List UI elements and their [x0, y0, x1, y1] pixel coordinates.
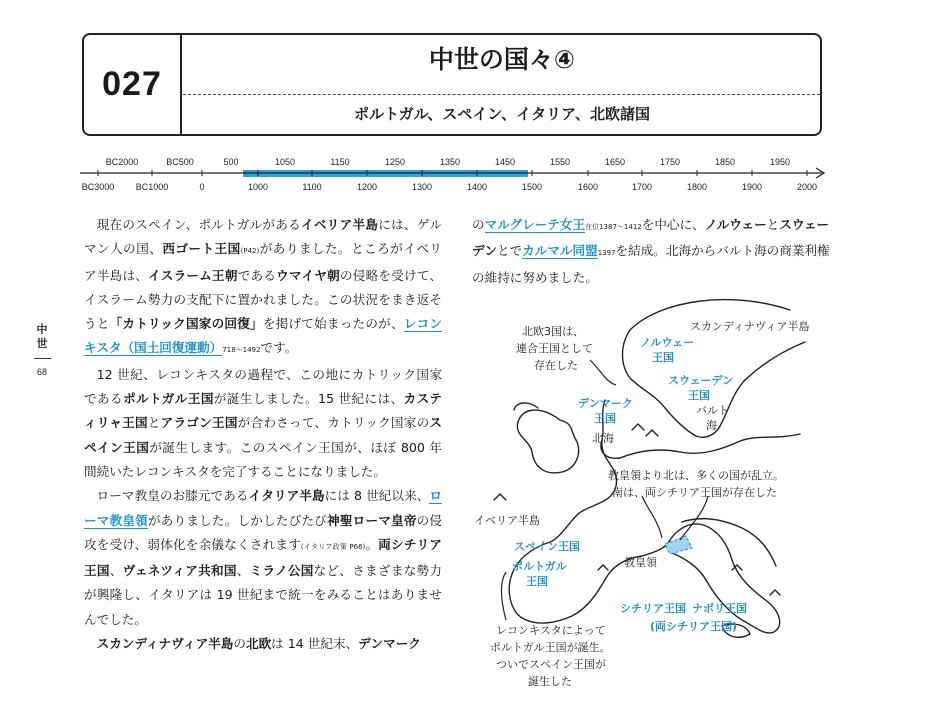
- wave-mark: [732, 565, 742, 570]
- baltic-label: バルト: [696, 404, 729, 417]
- timeline-top-label: 1550: [549, 157, 571, 167]
- sweden-label: 王国: [688, 389, 710, 402]
- reconquista-note-line: 誕生した: [528, 675, 572, 688]
- timeline-top-label: 1950: [769, 157, 791, 167]
- baltic-label: 海: [706, 419, 717, 432]
- italy-note-line: 教皇領より北は、多くの国が乱立。: [608, 469, 784, 482]
- pointer-line: [590, 360, 616, 385]
- scandinavia-label: スカンディナヴィア半島: [690, 320, 810, 333]
- page-number: 68: [36, 367, 47, 377]
- keyword: 「カトリック国家の回復」: [109, 316, 263, 332]
- timeline-top-label: BC500: [166, 157, 194, 167]
- timeline-top-label: BC2000: [105, 157, 139, 167]
- baltic-coastline: [620, 434, 800, 458]
- timeline-bottom-label: 0: [199, 182, 205, 192]
- text: です。: [260, 340, 298, 356]
- reference-note: (イタリア政策 P66): [300, 542, 366, 551]
- reconquista-note-line: ついでスペイン王国が: [496, 658, 606, 671]
- keyword: イタリア半島: [248, 488, 325, 504]
- text: が合わさって、カトリック国家の: [237, 415, 430, 431]
- portugal-label: 王国: [526, 575, 548, 588]
- text: の侵略を受けて、イスラーム勢力の支配下に置かれました。この状況をまき返そうと: [84, 267, 443, 332]
- keyword: 北欧: [245, 636, 272, 652]
- paragraph: [84, 213, 442, 363]
- timeline-top-label: 1350: [439, 157, 461, 167]
- text: の: [233, 636, 246, 652]
- text: 。: [365, 536, 379, 552]
- text: を中心に、: [641, 217, 705, 232]
- text: が誕生しました。15 世紀には、: [213, 391, 404, 407]
- sidebar-chapter: [32, 323, 52, 351]
- wave-mark: [632, 424, 658, 436]
- keyword: スウェーデン: [472, 217, 830, 259]
- page-title: 中世の国々④: [428, 45, 576, 74]
- timeline-bottom-label: 1300: [411, 182, 433, 192]
- denmark-label: 王国: [594, 412, 616, 425]
- timeline-top-label: 1650: [604, 157, 626, 167]
- timeline-top-label: 1250: [384, 157, 406, 167]
- date-note: 在位1387〜1412: [585, 223, 642, 231]
- reconquista-note-line: レコンキスタによって: [496, 624, 606, 637]
- keyword: 神聖ローマ皇帝: [327, 512, 417, 528]
- timeline-bottom-label: 1000: [247, 182, 269, 192]
- portugal-label: ポルトガル: [512, 560, 567, 573]
- text: と: [766, 217, 780, 232]
- highlight-keyword: マルグレーテ女王: [484, 217, 586, 232]
- body-text: [84, 213, 442, 656]
- timeline-bottom-label: 1600: [577, 182, 599, 192]
- norway-label: ノルウェー: [640, 336, 695, 349]
- spain-label: スペイン王国: [514, 540, 580, 553]
- timeline-bottom-label: 1700: [631, 182, 653, 192]
- highlight-keyword: レコンキスタ（国土回復運動）: [84, 316, 443, 356]
- keyword: デンマーク: [358, 636, 421, 652]
- italy-note-line: 南は、両シチリア王国が存在した: [612, 486, 777, 499]
- text: とで: [496, 243, 523, 259]
- sicily-label: シチリア王国: [620, 602, 686, 615]
- text: など、さまざまな勢力が興隆し、イタリアは 19 世紀まで統一をみることはありませんでした。: [84, 563, 443, 627]
- text: 、: [236, 563, 250, 579]
- timeline-top-label: 1850: [714, 157, 736, 167]
- wave-mark: [598, 565, 608, 570]
- timeline: [80, 150, 830, 200]
- timeline-top-label: 1750: [659, 157, 681, 167]
- page-subtitle: ポルトガル、スペイン、イタリア、北欧諸国: [354, 105, 650, 123]
- balkan-coastline: [682, 519, 776, 566]
- wave-mark: [770, 590, 780, 595]
- keyword: 西ゴート王国: [162, 241, 241, 257]
- timeline-bottom-label: 1400: [466, 182, 488, 192]
- keyword: ミラノ公国: [249, 563, 314, 579]
- date-note: 1397: [597, 249, 616, 258]
- sidebar-chapter-char: 中: [36, 323, 48, 336]
- british-isles: [517, 410, 578, 473]
- keyword: 両シチリア王国: [84, 536, 442, 579]
- timeline-bottom-label: 1200: [356, 182, 378, 192]
- iberia-label: イベリア半島: [474, 514, 540, 527]
- text: を結成。北海からバルト海の商業利権の維持に努めました。: [472, 243, 830, 285]
- text: 12 世紀、レコンキスタの過程で、この地にカトリック国家である: [84, 366, 442, 407]
- pointer-line: [501, 572, 506, 620]
- text: ローマ教皇のお膝元である: [96, 488, 249, 504]
- norway-label: 王国: [652, 351, 674, 364]
- keyword: ポルトガル王国: [123, 391, 214, 407]
- text: が誕生します。このスペイン王国が、ほぼ 800 年間続いたレコンキスタを完了することになりました。: [84, 439, 443, 479]
- text: と: [147, 415, 161, 431]
- paragraph: [84, 484, 442, 632]
- keyword: カスティリャ王国: [84, 391, 443, 431]
- timeline-top-label: 1450: [494, 157, 516, 167]
- highlight-keyword: ローマ教皇領: [84, 488, 443, 528]
- north-note-line: 連合王国として: [516, 342, 593, 355]
- title-rule: [183, 94, 820, 95]
- timeline-bottom-label: 2000: [796, 182, 818, 192]
- timeline-bottom-label: 1800: [686, 182, 708, 192]
- keyword: イベリア半島: [301, 217, 379, 232]
- north-note-line: 北欧3国は、: [522, 325, 584, 338]
- text: を掲げて始まったのが、: [262, 316, 404, 332]
- north-sea-label: 北海: [592, 432, 614, 445]
- body-text-continued: [472, 213, 832, 290]
- paragraph: [84, 632, 442, 656]
- naples-label: ナポリ王国: [692, 602, 747, 615]
- wave-mark: [494, 494, 506, 500]
- timeline-bottom-label: 1100: [302, 182, 322, 192]
- timeline-bottom-label: BC3000: [81, 182, 115, 192]
- north-note-line: 存在した: [534, 359, 578, 372]
- denmark-label: デンマーク: [578, 397, 633, 410]
- ireland: [514, 403, 538, 410]
- chapter-number: 027: [102, 65, 162, 103]
- timeline-top-label: 1150: [330, 157, 350, 167]
- text: の侵攻を受け、弱体化を余儀なくされます: [84, 512, 443, 552]
- reconquista-note-line: ポルトガル王国が誕生。: [490, 641, 611, 654]
- reference-note: (P42): [240, 247, 260, 256]
- two-sicilies-label: (両シチリア王国): [650, 620, 738, 633]
- keyword: アラゴン王国: [160, 415, 238, 431]
- text: には、ゲルマン人の国、: [84, 217, 442, 257]
- text: には 8 世紀以来、: [324, 488, 430, 504]
- keyword: ウマイヤ朝: [276, 267, 340, 283]
- europe-map: [470, 290, 830, 720]
- papal-states-label: 教皇領: [624, 556, 657, 569]
- timeline-top-label: 1050: [274, 157, 296, 167]
- timeline-bottom-label: 1900: [741, 182, 763, 192]
- keyword: スペイン王国: [84, 415, 443, 455]
- keyword: イスラーム王朝: [148, 267, 238, 283]
- text: がありました。ところがイベリア半島は、: [84, 241, 443, 283]
- text: 、: [109, 563, 123, 579]
- text: がありました。しかしたびたび: [147, 512, 328, 528]
- timeline-top-label: 500: [223, 157, 239, 167]
- sidebar-rule: [34, 358, 51, 359]
- pointer-line: [642, 496, 662, 538]
- keyword: スカンディナヴィア半島: [96, 636, 234, 652]
- date-note: 718〜1492: [222, 346, 261, 355]
- text: の: [472, 217, 485, 232]
- sidebar-chapter-char: 世: [36, 337, 48, 350]
- paragraph: [84, 363, 442, 484]
- sweden-label: スウェーデン: [668, 374, 734, 387]
- papal-states-highlight: [665, 536, 692, 554]
- keyword: ヴェネツィア共和国: [122, 563, 237, 579]
- text: である: [237, 267, 277, 283]
- text: は 14 世紀末、: [271, 636, 359, 652]
- timeline-bottom-label: BC1000: [135, 182, 169, 192]
- highlight-keyword: カルマル同盟: [522, 243, 598, 259]
- timeline-bottom-label: 1500: [521, 182, 543, 192]
- text: 現在のスペイン、ポルトガルがある: [96, 217, 302, 232]
- keyword: ノルウェー: [704, 217, 767, 232]
